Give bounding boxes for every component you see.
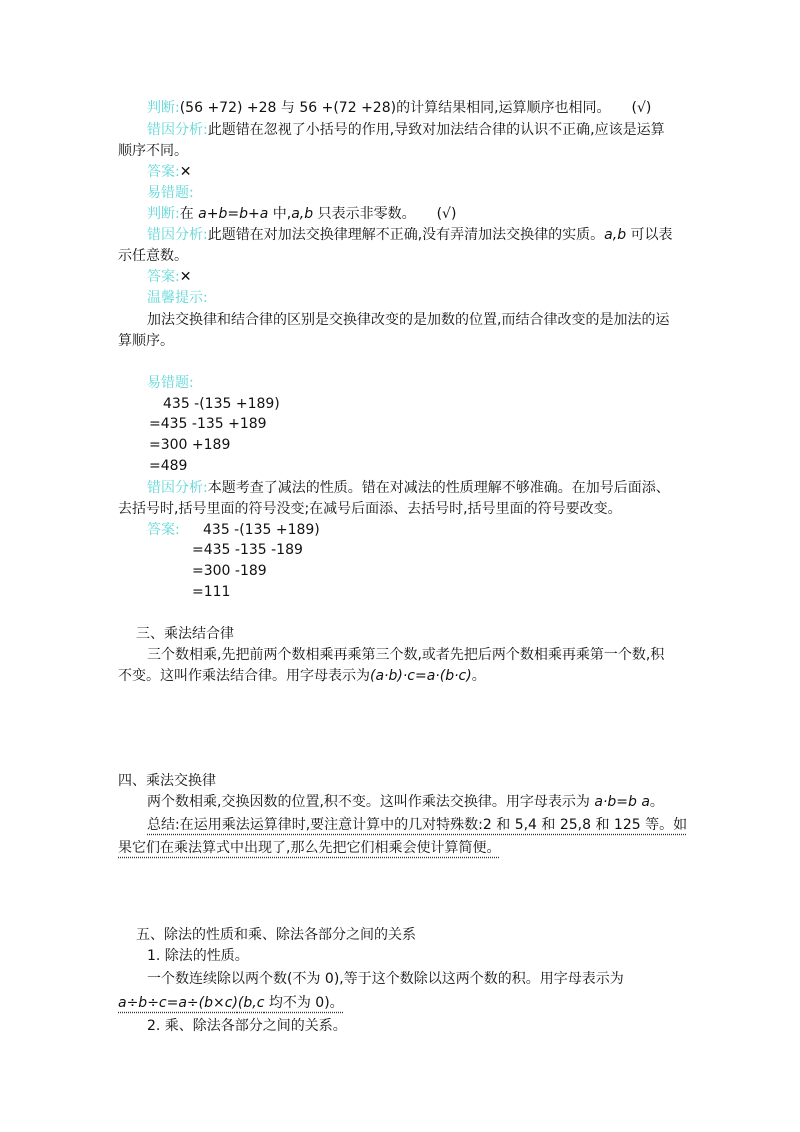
formula: (a·b)·c=a·(b·c): [370, 668, 472, 684]
paragraph-text: 。: [471, 668, 486, 684]
summary-line-1: 总结:在运用乘法运算律时,要注意计算中的几对特殊数:2 和 5,4 和 25,8 和 125 等。如: [147, 817, 688, 833]
easy-mistake-title: 易错题:: [147, 185, 194, 201]
subheading-relations: 2. 乘、除法各部分之间的关系。: [147, 1018, 347, 1034]
calc-step: =435 -135 +189: [149, 416, 267, 432]
answer-step: =435 -135 -189: [192, 542, 303, 558]
judge-text: 只表示非零数。 (√): [313, 206, 457, 222]
error-analysis-line-6: 去括号时,括号里面的符号没变;在减号后面添、去括号时,括号里面的符号要改变。: [118, 501, 622, 517]
answer-line-1: [147, 162, 191, 182]
error-analysis-text: 可以表: [626, 227, 673, 243]
variables: a,b: [604, 227, 627, 243]
error-analysis-text: 此题错在对加法交换律理解不正确,没有弄清加法交换律的实质。: [207, 227, 605, 243]
heading-division-properties: 五、除法的性质和乘、除法各部分之间的关系: [136, 927, 416, 943]
formula-line: [118, 993, 344, 1013]
error-analysis-line-1: [147, 120, 665, 140]
easy-mistake-title: 易错题:: [147, 375, 194, 391]
variables: a,b: [291, 206, 314, 222]
formula-note: 均不为 0)。: [264, 995, 344, 1011]
answer-step: =300 -189: [192, 563, 267, 579]
answer-text: ✕: [179, 164, 192, 180]
calc-step: =300 +189: [149, 437, 231, 453]
error-analysis-label: 错因分析:: [147, 227, 208, 243]
error-analysis-line-4: 示任意数。: [118, 248, 188, 264]
judge-text: 在: [179, 206, 199, 222]
error-analysis-label: 错因分析:: [147, 122, 208, 138]
tip-line-1: 加法交换律和结合律的区别是交换律改变的是加数的位置,而结合律改变的是加法的运: [147, 312, 670, 328]
error-analysis-text: 此题错在忽视了小括号的作用,导致对加法结合律的认识不正确,应该是运算: [207, 122, 665, 138]
paragraph-line: [118, 666, 486, 686]
error-analysis-line-5: [147, 478, 670, 498]
answer-label: 答案:: [147, 164, 180, 180]
subheading-division-property: 1. 除法的性质。: [147, 948, 249, 964]
paragraph-text: 。: [649, 794, 664, 810]
formula: a·b=b a: [594, 794, 650, 810]
judge-text: (56 +72) +28 与 56 +(72 +28)的计算结果相同,运算顺序也相同。 (√): [179, 100, 652, 116]
paragraph-line: [147, 792, 664, 812]
answer-step: 435 -(135 +189): [203, 522, 320, 538]
judge-label: 判断:: [147, 206, 180, 222]
calc-step: 435 -(135 +189): [163, 396, 280, 412]
tip-label: 温馨提示:: [147, 290, 208, 306]
answer-line-2: [147, 267, 191, 287]
judge-line-2: [147, 204, 456, 224]
paragraph-text: 不变。这叫作乘法结合律。用字母表示为: [118, 668, 370, 684]
summary-line-2: 果它们在乘法算式中出现了,那么先把它们相乘会使计算简便。: [118, 840, 501, 856]
paragraph-line: 三个数相乘,先把前两个数相乘再乘第三个数,或者先把后两个数相乘再乘第一个数,积: [147, 647, 665, 663]
heading-commutative-multiplication: 四、乘法交换律: [118, 773, 216, 789]
calc-step: =489: [149, 458, 188, 474]
judge-line-1: [147, 98, 651, 118]
formula: a÷b÷c=a÷(b×c): [118, 995, 238, 1011]
error-analysis-label: 错因分析:: [147, 480, 208, 496]
answer-text: ✕: [179, 269, 192, 285]
error-analysis-line-2: 顺序不同。: [118, 143, 188, 159]
judge-label: 判断:: [147, 100, 180, 116]
answer-step: =111: [192, 584, 231, 600]
paragraph-line: 一个数连续除以两个数(不为 0),等于这个数除以这两个数的积。用字母表示为: [147, 971, 624, 987]
paragraph-text: 两个数相乘,交换因数的位置,积不变。这叫作乘法交换律。用字母表示为: [147, 794, 595, 810]
heading-associative-multiplication: 三、乘法结合律: [136, 626, 234, 642]
error-analysis-text: 本题考查了减法的性质。错在对减法的性质理解不够准确。在加号后面添、: [207, 480, 670, 496]
judge-text: 中,: [268, 206, 292, 222]
answer-label: 答案:: [147, 269, 180, 285]
tip-line-2: 算顺序。: [118, 333, 174, 349]
variables: (b,c: [237, 995, 265, 1011]
formula: a+b=b+a: [198, 206, 269, 222]
answer-label: 答案:: [147, 522, 180, 538]
error-analysis-line-3: [147, 225, 673, 245]
